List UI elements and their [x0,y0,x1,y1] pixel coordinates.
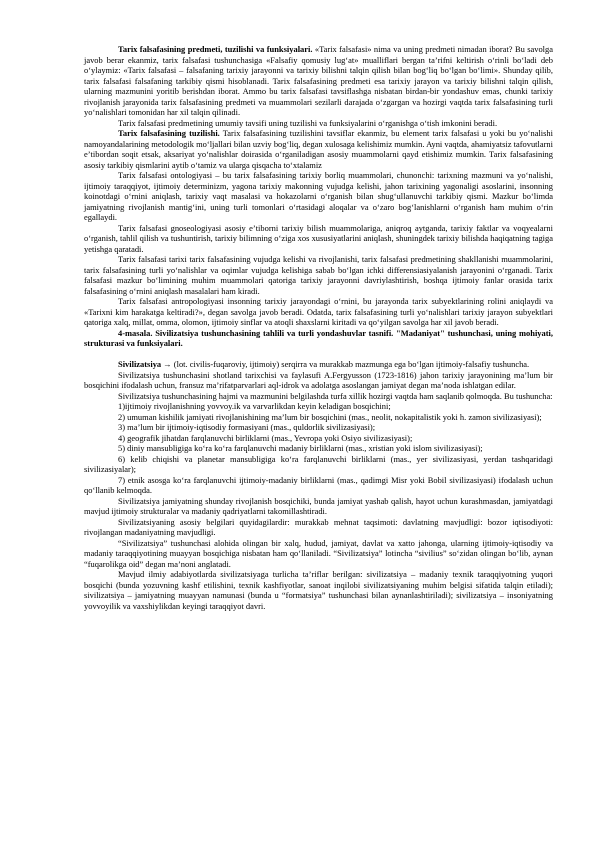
paragraph [84,118,553,129]
paragraph [84,391,553,402]
paragraph-subject [84,44,553,118]
paragraph-text: → (lot. civilis-fuqaroviy, ijtimoiy) serqirra va murakkab mazmunga ega boʻlgan ijtimoiy-falsafiy tushuncha. [161,359,530,369]
list-item [84,412,553,423]
paragraph [84,538,553,570]
paragraph-structure [84,128,553,170]
paragraph-text: «Tarix falsafasi» nima va uning predmeti nimadan iborat? Bu savolga javob berar ekanmiz, tarix falsafasi tushunchasiga «Falsafiy qomusiy lugʻat» mualliflari bergan taʼrifni keltirish oʻrinli boʻladi deb oʻylaymiz: «Tarix falsafasi – falsafaning tarixiy jarayonni va tarixiy bilishni talqin qilish bilan bogʻliq boʻlgan boʻlimi». Shunday qilib, tarix falsafasi falsafaning tarkibiy qismi hisoblanadi. Tarix falsafasining predmeti esa tarixiy jarayon va tarixiy bilishni talqin qilish, ularning mazmunini yoritib berishdan iborat. Ammo bu tarix falsafasi tavsiflashga nisbatan birdan-bir yondashuv emas, chunki tarixiy rivojlanish jarayonida tarix falsafasining predmeti va muammolari sezilarli darajada oʻzgargan va hozirgi vaqtda tarix falsafasining turli yoʻnalishlari tomonidan har xil talqin qilinadi. [84,44,553,117]
paragraph-text: Tarix falsafasi predmetining umumiy tavsifi uning tuzilishi va funksiyalarini oʻrganishga oʻtish imkonini beradi. [118,117,498,128]
paragraph [84,370,553,391]
paragraph-text: Tarix falsafasi ontologiyasi – bu tarix falsafasining tarixiy borliq muammolari, chunonchi: tarixning mazmuni va yoʻnalishi, ijtimoiy taraqqiyot, ijtimoiy determinizm, yagona tarixiy makonning vujudga kelishi, jahon tarixining yagonaligi asoslarini, insonning koinotdagi oʻrnini aniqlash, tarixiy vaqt masalasi va hokazolarni oʻrganish bilan shugʻullanuvchi tarkibiy qismi. Mazkur boʻlimda jamiyatning rivojlanish mantigʻini, uning turli tomonlari oʻrtasidagi aloqalar va oʻzaro bogʻlanishlarni oʻrganish ham muhim oʻrin egallaydi. [84,170,553,222]
list-item-text: 7) etnik asosga koʻra farqlanuvchi ijtimoiy-madaniy birliklarni (mas., qadimgi Misr yoki Bobil sivilizasiyasi) ifodalash uchun qoʻllanib kelmoqda. [84,474,553,495]
term-civilization: Sivilizatsiya [118,359,162,369]
paragraph-text: Sivilizatsiya jamiyatning shunday rivojlanish bosqichiki, bunda jamiyat yashab qalish, hayot uchun kurashmasdan, jamiyatdagi mavjud ijtimoiy strukturalar va madaniy qadriyatlarni takomillashtiradi. [84,495,553,516]
list-item [84,443,553,454]
list-item-text: 2) umuman kishilik jamiyati rivojlanishining maʼlum bir bosqichini (mas., neolit, nokapitalistik yoki h. zamon sivilizasiyasi); [118,411,542,422]
list-item-text: 4) geografik jihatdan farqlanuvchi birliklarni (mas., Yevropa yoki Osiyo sivilizasiyasi); [118,432,413,443]
list-item [84,433,553,444]
paragraph-text: Sivilizatsiya tushunchasining hajmi va mazmunini belgilashda turfa xillik hozirgi vaqtda ham saqlanib qolmoqda. Bu tushuncha: [118,390,553,401]
section-heading [84,328,553,349]
paragraph-text: Mavjud ilmiy adabiyotlarda sivilizatsiyaga turlicha taʼriflar berilgan: sivilizatsiya – madaniy texnik taraqqiyotning yuqori bosqichi (bunda yozuvning kashf etilishini, texnik kashfiyotlar, sanoat inqilobi sivilizatsiyaning muhim belgisi sifatida talqin etiladi); sivilizatsiya – jamiyatning muayyan namunasi (bunda u “formatsiya” tushunchasi bilan aynanlashtiriladi); sivilizatsiya – insoniyatning yovvoyilik va vaxshiylikdan keyingi taraqqiyot davri. [84,569,553,611]
list-item [84,454,553,475]
paragraph-text: Tarix falsafasi tarixi tarix falsafasining vujudga kelishi va rivojlanishi, tarix falsafasi predmetining shakllanishi muammolarini, tarix falsafasining turli yoʻnalishlar va oqimlar vujudga kelishiga sabab boʻlgan ichki differensiasiyalanish jarayonini oʻrganadi. Tarix falsafasi mazkur boʻlimining muhim muammolari qatoriga tarixiy jarayonni davriylashtirish, boshqa ijtimoiy fanlar orasida tarix falsafasining oʻrnini aniqlash masalalari ham kiradi. [84,254,553,296]
paragraph-text: Sivilizatsiyaning asosiy belgilari quyidagilardir: murakkab mehnat taqsimoti: davlatning mavjudligi: bozor iqtisodiyoti: rivojlangan madaniyatning mavjudligi. [84,516,553,537]
list-item-text: 6) kelib chiqishi va planetar mansubligiga koʻra farqlanuvchi birliklarni (mas., yer sivilizasiyasi, yerdan tashqaridagi sivilizasiyalar); [84,453,553,474]
paragraph-civilization-definition [84,359,553,370]
paragraph [84,496,553,517]
paragraph-text: Tarix falsafasining tuzilishini tavsiflar ekanmiz, bu element tarix falsafasi u yoki bu yoʻnalishi namoyandalarining metodologik moʻljallari bilan uzviy bogʻliq, degan xulosaga kelishimiz mumkin. Ayni vaqtda, ahamiyatsiz tafovutlarni eʼtibordan soqit etsak, aksariyat yoʻnalishlar doirasida oʻrganiladigan asosiy muammolarni qayd etishimiz mumkin. Tarix falsafasining asosiy tarkibiy qismlarini aytib oʻtamiz va ularga qisqacha toʻxtalamiz [84,128,553,170]
section-title: 4-masala. Sivilizatsiya tushunchasining tahlili va turli yondashuvlar tasnifi. "Madaniyat" tushunchasi, uning mohiyati, strukturasi va funksiyalari. [84,327,553,348]
list-item-text: 1)ijtimoiy rivojlanishning yovvoy.ik va varvarlikdan keyin keladigan bosqichini; [118,401,391,411]
paragraph-text: “Sivilizatsiya” tushunchasi alohida olingan bir xalq, hudud, jamiyat, davlat va xatto jahonga, ularning ijtimoiy-iqtisodiy va madaniy taraqqiyotining muayyan bosqichiga nisbatan ham qoʻllaniladi. “Sivilizatsiya” lotincha “sivilius” soʻzidan olingan boʻlib, aynan “fuqarolikga oid” degan maʼnoni anglatadi. [84,537,553,569]
paragraph [84,517,553,538]
paragraph-text: Tarix falsafasi gnoseologiyasi asosiy eʼtiborni tarixiy bilish muammolariga, aniqroq aytganda, tarixiy faktlar va voqyealarni oʻrganish, tahlil qilish va tushuntirish, tarixiy bilimning oʻziga xos xususiyatlarini aniqlash, shuningdek tarixiy bilishda haqiqatning tagiga yetishga qaratadi. [84,222,553,254]
list-item [84,475,553,496]
paragraph-ontology [84,170,553,223]
list-item-text: 5) diniy mansubligiga koʻra koʻra farqlanuvchi madaniy birliklarni (mas., xristian yoki islom sivilizasiyasi); [118,443,483,453]
paragraph-anthropology [84,296,553,328]
list-item [84,422,553,433]
paragraph-history [84,254,553,296]
list-item [84,401,553,412]
heading-subject: Tarix falsafasining predmeti, tuzilishi va funksiyalari. [118,44,313,54]
paragraph [84,569,553,611]
paragraph-text: Sivilizatsiya tushunchasini shotland tarixchisi va faylasufi A.Fergyusson (1723-1816) jahon tarixiy jarayonining maʼlum bir bosqichini ifodalash uchun, fransuz maʼrifatparvarlari aql-idrok va adolatga asoslangan jamiyat degan maʼnoda ishlatgan edilar. [84,369,553,390]
paragraph-text: Tarix falsafasi antropologiyasi insonning tarixiy jarayondagi oʻrnini, bu jarayonda tarix subyektlarining rolini aniqlaydi va «Tarixni kim harakatga keltiradi?», degan savolga javob beradi. Odatda, tarix falsafasining turli yoʻnalishlari tarixiy jarayon subyektlari qatoriga xalq, millat, omma, olomon, ijtimoiy sinflar va atoqli shaxslarni kiritadi va qoʻyilgan savolga har xil javob beradi. [84,296,553,327]
heading-structure: Tarix falsafasining tuzilishi. [118,128,220,138]
paragraph-gnoseology [84,223,553,255]
list-item-text: 3) maʼlum bir ijtimoiy-iqtisodiy formasiyani (mas., quldorlik sivilizasiyasi); [118,422,376,432]
